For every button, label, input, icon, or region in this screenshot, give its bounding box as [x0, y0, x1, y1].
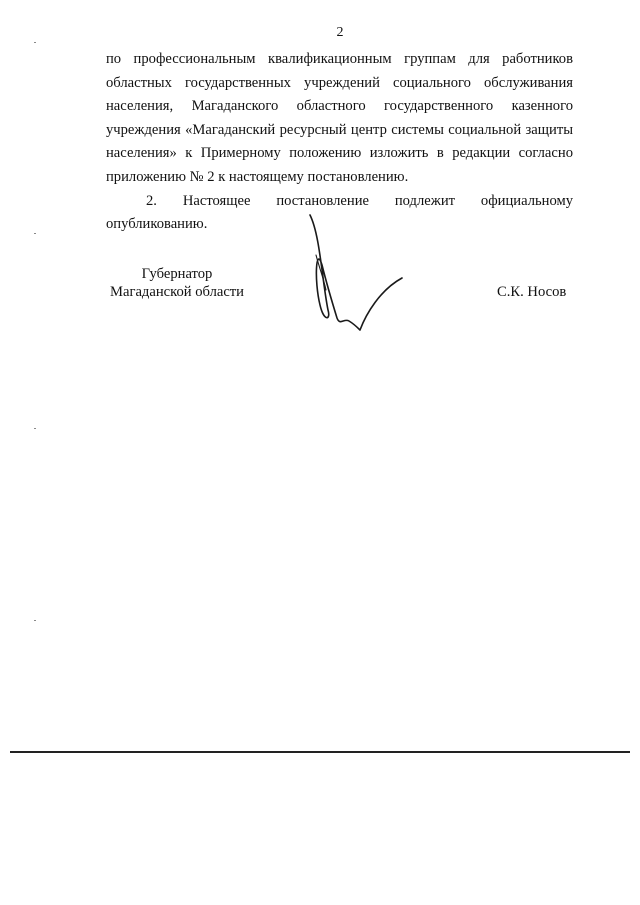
scan-speck	[34, 42, 36, 43]
signatory-name: С.К. Носов	[497, 284, 567, 300]
footer-rule	[10, 751, 630, 753]
paragraph-1	[106, 48, 573, 190]
text-line: населения» к Примерному положению изложить в редакции согласно	[106, 145, 573, 162]
text-line: учреждения «Магаданский ресурсный центр системы социальной защиты	[106, 121, 573, 138]
text-line: 2. Настоящее постановление подлежит официальному	[146, 192, 573, 209]
text-line: опубликованию.	[106, 216, 208, 233]
text-line: населения, Магаданского областного государственного казенного	[106, 98, 573, 115]
handwritten-signature	[300, 210, 410, 335]
page-number: 2	[336, 25, 344, 40]
text-line: по профессиональным квалификационным группам для работников	[106, 51, 573, 67]
scan-speck	[34, 233, 36, 234]
signatory-title: Губернатор	[141, 266, 213, 282]
scan-speck	[34, 428, 36, 429]
scan-speck	[34, 620, 36, 621]
signatory-region: Магаданской области	[110, 284, 244, 300]
text-line: областных государственных учреждений социального обслуживания	[106, 74, 573, 91]
text-line: приложению № 2 к настоящему постановлению.	[106, 168, 409, 185]
document-body	[106, 48, 573, 237]
